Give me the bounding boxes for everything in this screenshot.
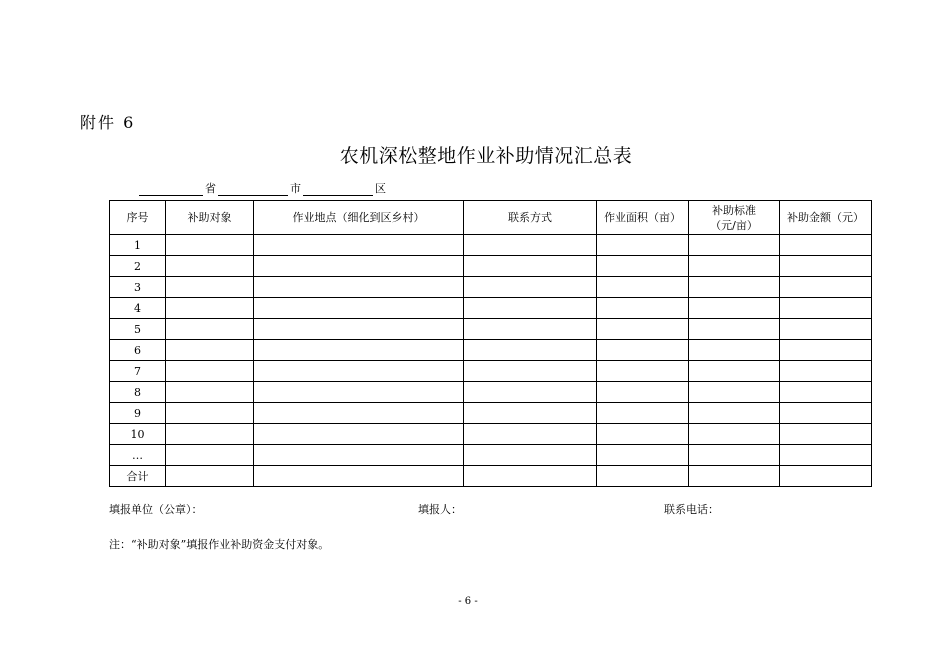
column-header: 联系方式 [464, 201, 597, 235]
empty-cell [780, 403, 872, 424]
column-header: 作业面积（亩） [597, 201, 689, 235]
row-index-cell: … [110, 445, 166, 466]
empty-cell [689, 235, 780, 256]
empty-cell [689, 340, 780, 361]
row-index-cell: 3 [110, 277, 166, 298]
empty-cell [254, 298, 464, 319]
table-body [110, 235, 872, 487]
empty-cell [689, 445, 780, 466]
empty-cell [780, 256, 872, 277]
column-header: 补助对象 [166, 201, 254, 235]
summary-table [109, 200, 872, 487]
empty-cell [597, 256, 689, 277]
row-index-cell: 5 [110, 319, 166, 340]
empty-cell [780, 298, 872, 319]
empty-cell [254, 235, 464, 256]
empty-cell [689, 277, 780, 298]
phone-label: 联系电话： [664, 503, 719, 516]
empty-cell [597, 424, 689, 445]
empty-cell [166, 361, 254, 382]
province-label: 省 [205, 182, 216, 195]
empty-cell [780, 466, 872, 487]
table-row [110, 340, 872, 361]
empty-cell [597, 277, 689, 298]
empty-cell [464, 340, 597, 361]
table-row [110, 403, 872, 424]
page-number: - 6 - [458, 596, 478, 607]
row-index-cell: 4 [110, 298, 166, 319]
row-index-cell: 9 [110, 403, 166, 424]
empty-cell [464, 256, 597, 277]
empty-cell [689, 466, 780, 487]
column-header: 补助标准 （元/亩） [689, 201, 780, 235]
province-blank [139, 183, 203, 196]
table-row [110, 256, 872, 277]
row-index-cell: 6 [110, 340, 166, 361]
empty-cell [254, 403, 464, 424]
empty-cell [254, 361, 464, 382]
table-note: 注：“补助对象”填报作业补助资金支付对象。 [109, 538, 330, 551]
empty-cell [597, 235, 689, 256]
empty-cell [254, 277, 464, 298]
empty-cell [254, 256, 464, 277]
empty-cell [597, 319, 689, 340]
row-index-cell: 8 [110, 382, 166, 403]
attachment-label: 附件 6 [80, 113, 136, 132]
empty-cell [464, 403, 597, 424]
empty-cell [780, 319, 872, 340]
column-header: 序号 [110, 201, 166, 235]
table-row [110, 277, 872, 298]
empty-cell [689, 361, 780, 382]
empty-cell [254, 382, 464, 403]
empty-cell [166, 424, 254, 445]
empty-cell [254, 445, 464, 466]
empty-cell [597, 445, 689, 466]
table-row [110, 382, 872, 403]
empty-cell [689, 256, 780, 277]
empty-cell [597, 466, 689, 487]
empty-cell [166, 403, 254, 424]
table-row [110, 424, 872, 445]
empty-cell [597, 361, 689, 382]
filler-label: 填报人： [418, 503, 462, 516]
table-row [110, 235, 872, 256]
empty-cell [689, 319, 780, 340]
row-index-cell: 1 [110, 235, 166, 256]
column-header: 补助金额（元） [780, 201, 872, 235]
empty-cell [166, 319, 254, 340]
row-index-cell: 2 [110, 256, 166, 277]
city-blank [218, 183, 288, 196]
region-fill-line [139, 182, 388, 196]
empty-cell [464, 466, 597, 487]
table-row [110, 445, 872, 466]
empty-cell [166, 277, 254, 298]
district-blank [303, 183, 373, 196]
empty-cell [597, 403, 689, 424]
empty-cell [780, 445, 872, 466]
city-label: 市 [290, 182, 301, 195]
empty-cell [780, 382, 872, 403]
empty-cell [254, 340, 464, 361]
empty-cell [166, 298, 254, 319]
empty-cell [254, 319, 464, 340]
empty-cell [464, 235, 597, 256]
empty-cell [597, 298, 689, 319]
table-row [110, 298, 872, 319]
empty-cell [166, 235, 254, 256]
table-header-row [110, 201, 872, 235]
empty-cell [166, 340, 254, 361]
table-row [110, 466, 872, 487]
empty-cell [689, 403, 780, 424]
empty-cell [689, 382, 780, 403]
empty-cell [780, 277, 872, 298]
column-header: 作业地点（细化到区乡村） [254, 201, 464, 235]
district-label: 区 [375, 182, 386, 195]
empty-cell [464, 319, 597, 340]
empty-cell [780, 424, 872, 445]
empty-cell [254, 466, 464, 487]
page-title: 农机深松整地作业补助情况汇总表 [339, 145, 633, 167]
empty-cell [780, 235, 872, 256]
empty-cell [254, 424, 464, 445]
row-index-cell: 合计 [110, 466, 166, 487]
empty-cell [464, 298, 597, 319]
table-row [110, 319, 872, 340]
reporting-unit-label: 填报单位（公章）： [109, 503, 203, 516]
empty-cell [166, 445, 254, 466]
empty-cell [597, 340, 689, 361]
table-row [110, 361, 872, 382]
row-index-cell: 10 [110, 424, 166, 445]
empty-cell [780, 340, 872, 361]
empty-cell [166, 256, 254, 277]
empty-cell [464, 424, 597, 445]
empty-cell [597, 382, 689, 403]
empty-cell [464, 361, 597, 382]
empty-cell [464, 382, 597, 403]
empty-cell [689, 298, 780, 319]
empty-cell [166, 382, 254, 403]
empty-cell [464, 277, 597, 298]
empty-cell [464, 445, 597, 466]
empty-cell [780, 361, 872, 382]
empty-cell [689, 424, 780, 445]
row-index-cell: 7 [110, 361, 166, 382]
empty-cell [166, 466, 254, 487]
